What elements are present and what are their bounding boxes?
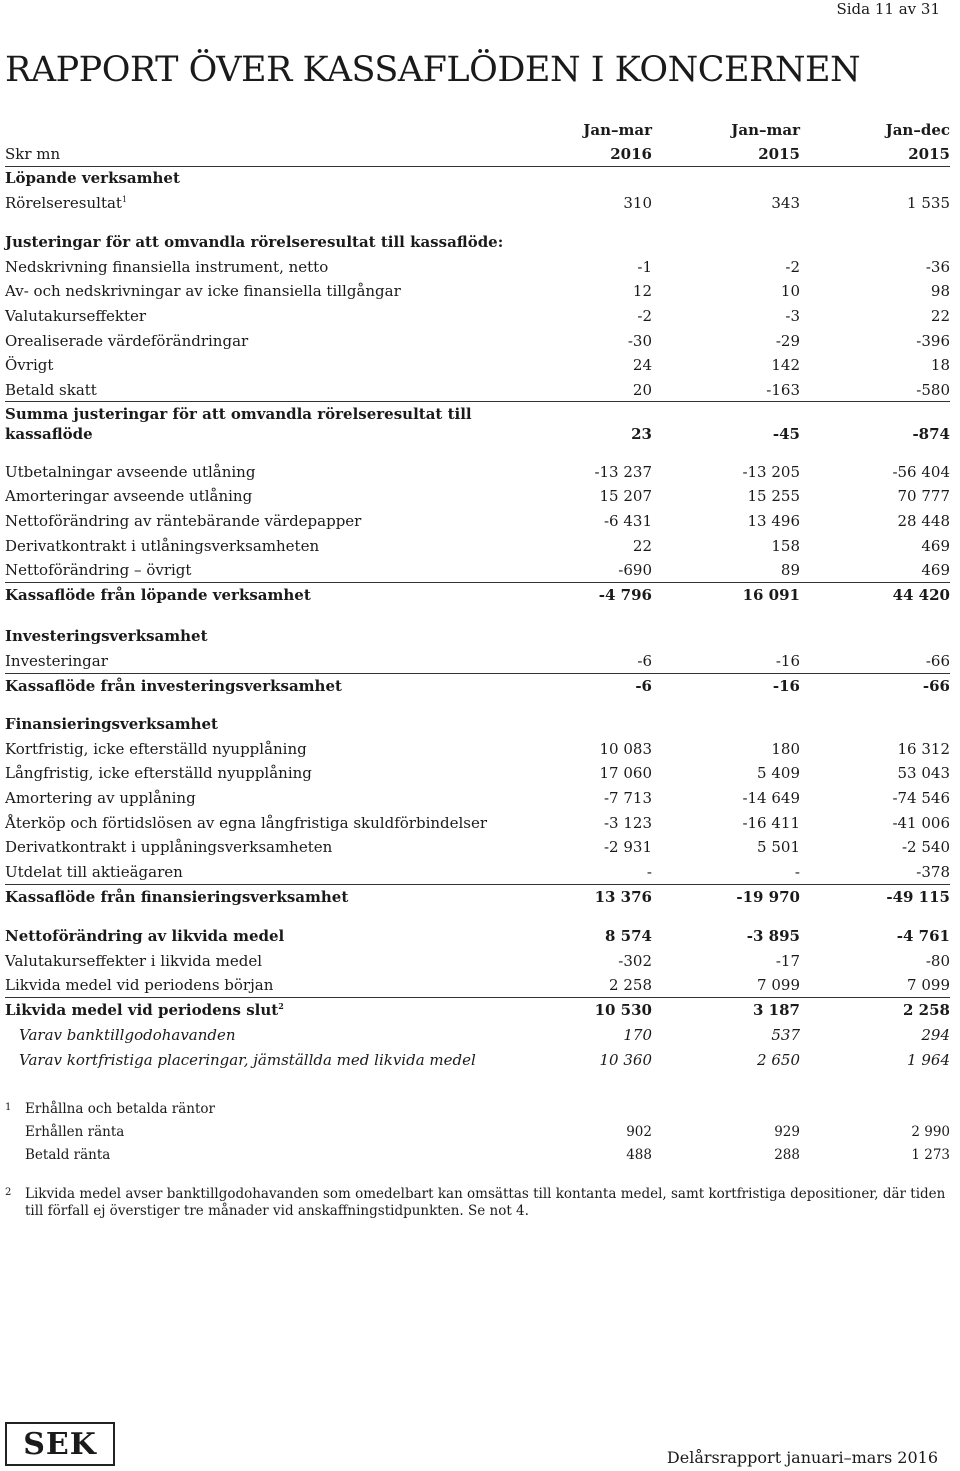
footnote-text: Likvida medel avser banktillgodohavanden som omedelbart kan omsättas till kontanta medel, samt kortfristiga depositioner, där tiden till förfall ej överstiger tre månader vid anskaffningstidpunkten. Se not 4. xyxy=(25,1186,946,1219)
col-period-1: Jan–mar xyxy=(583,121,652,139)
page-number: Sida 11 av 31 xyxy=(836,0,940,18)
footer-text: Delårsrapport januari–mars 2016 xyxy=(666,1448,938,1467)
sek-logo: SEK xyxy=(5,1422,115,1466)
col-year-1: 2016 xyxy=(610,145,652,163)
footnote-mark: 1 xyxy=(5,1102,12,1113)
footnote-title: Erhållna och betalda räntor xyxy=(25,1101,216,1117)
page-title: RAPPORT ÖVER KASSAFLÖDEN I KONCERNEN xyxy=(5,50,861,90)
col-period-3: Jan–dec xyxy=(885,121,950,139)
subtotal-row: Summa justeringar för att omvandla rörelseresultat till kassaflöde 23 -45 -874 xyxy=(5,405,950,443)
col-year-3: 2015 xyxy=(908,145,950,163)
unit-label: Skr mn xyxy=(5,145,61,163)
col-year-2: 2015 xyxy=(758,145,800,163)
footnote-mark: 2 xyxy=(5,1187,12,1198)
col-period-2: Jan–mar xyxy=(731,121,800,139)
